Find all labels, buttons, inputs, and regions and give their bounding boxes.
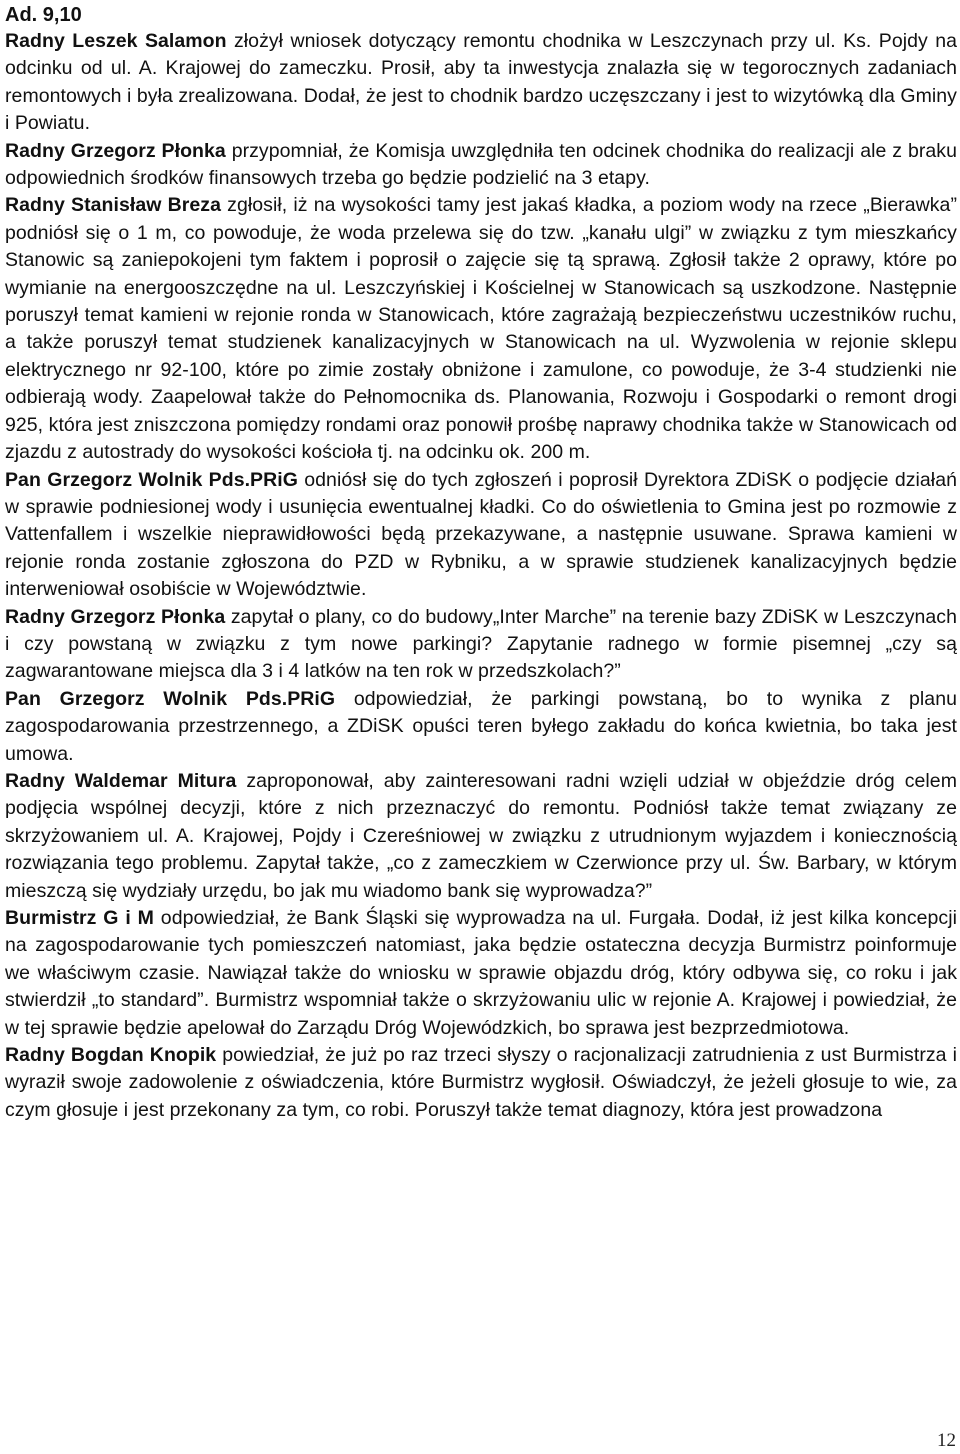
paragraph xyxy=(5,604,957,686)
paragraph xyxy=(5,192,957,466)
paragraph xyxy=(5,467,957,604)
section-heading: Ad. 9,10 xyxy=(5,4,82,26)
speaker-name: Radny Leszek Salamon xyxy=(5,30,227,52)
minutes-body xyxy=(5,28,957,1124)
paragraph-text: zaproponował, aby zainteresowani radni wzięli udział w objeździe dróg celem podjęcia wspólnej decyzji, które z nich przeznaczyć do remontu. Podniósł także temat związany ze skrzyżowaniem ul. A. Krajowej, Pojdy i Czereśniowej w związku z utrudnionym wyjazdem i koniecznością rozwiązania tego problemu. Zapytał także, „co z zameczkiem w Czerwionce przy ul. Św. Barbary, w którym mieszczą się wydziały urzędu, bo jak mu wiadomo bank się wyprowadza?” xyxy=(5,769,957,902)
paragraph xyxy=(5,138,957,193)
speaker-name: Radny Waldemar Mitura xyxy=(5,769,237,792)
paragraph-text: odpowiedział, że parkingi powstaną, bo to wynika z planu zagospodarowania przestrzennego, a ZDiSK opuści teren byłego zakładu do końca kwietnia, bo taka jest umowa. xyxy=(5,687,957,765)
speaker-name: Radny Bogdan Knopik xyxy=(5,1044,217,1067)
speaker-name: Radny Grzegorz Płonka xyxy=(5,139,226,162)
paragraph-text: zgłosił, iż na wysokości tamy jest jakaś kładka, a poziom wody na rzece „Bierawka” podniósł się o 1 m, co powoduje, że woda przelewa się do tzw. „kanału ulgi” w związku z tym mieszkańcy Stanowic są zaniepokojeni tym faktem i poprosił o zajęcie się tą sprawą. Zgłosił także 2 oprawy, które po wymianie na energooszczędne na ul. Leszczyńskiej i Kościelnej w Stanowicach są uszkodzone. Następnie poruszył temat kamieni w rejonie ronda w Stanowicach, które zagrażają bezpieczeństwu uczestników ruchu, a także poruszył temat studzienek kanalizacyjnych w Stanowicach na ul. Wyzwolenia w rejonie sklepu elektrycznego nr 92-100, które po zimie zostały obniżone i zamulone, co powoduje, że 3-4 studzienki nie odbierają wody. Zaapelował także do Pełnomocnika ds. Planowania, Rozwoju i Gospodarki o remont drogi 925, która jest zniszczona pomiędzy rondami oraz ponowił prośbę naprawy chodnika także w Stanowicach od zjazdu z autostrady do wysokości kościoła tj. na odcinku ok. 200 m. xyxy=(5,194,957,464)
paragraph-text: złożył wniosek dotyczący remontu chodnika w Leszczynach przy ul. Ks. Pojdy na odcinku od ul. A. Krajowej do zameczku. Prosił, aby ta inwestycja znalazła się w tegorocznych zadaniach remontowych i była zrealizowana. Dodał, że jest to chodnik bardzo uczęszczany i jest to wizytówką dla Gminy i Powiatu. xyxy=(5,30,957,135)
paragraph-text: powiedział, że już po raz trzeci słyszy o racjonalizacji zatrudnienia z ust Burmistrza i wyraził swoje zadowolenie z oświadczenia, które Burmistrz wygłosił. Oświadczył, że jeżeli głosuje to wie, za czym głosuje i jest przekonany za tym, co robi. Poruszył także temat diagnozy, która jest prowadzona xyxy=(5,1044,957,1121)
speaker-name: Radny Stanisław Breza xyxy=(5,194,221,217)
paragraph xyxy=(5,768,957,905)
speaker-name: Burmistrz G i M xyxy=(5,907,154,929)
speaker-name: Radny Grzegorz Płonka xyxy=(5,605,226,628)
document-page xyxy=(5,2,957,1124)
speaker-name: Pan Grzegorz Wolnik Pds.PRiG xyxy=(5,468,298,491)
paragraph xyxy=(5,1042,957,1124)
paragraph xyxy=(5,28,957,138)
page-number: 12 xyxy=(937,1430,956,1451)
speaker-name: Pan Grzegorz Wolnik Pds.PRiG xyxy=(5,687,336,710)
paragraph xyxy=(5,905,957,1042)
paragraph-text: przypomniał, że Komisja uwzględniła ten odcinek chodnika do realizacji ale z braku odpowiednich środków finansowych trzeba go będzie podzielić na 3 etapy. xyxy=(5,139,957,190)
paragraph xyxy=(5,686,957,768)
paragraph-text: odpowiedział, że Bank Śląski się wyprowadza na ul. Furgała. Dodał, iż jest kilka koncepcji na zagospodarowanie tych pomieszczeń natomiast, jaka będzie ostateczna decyzja Burmistrz poinformuje we właściwym czasie. Nawiązał także do wniosku w sprawie objazdu dróg, który odbywa się, co roku i jak stwierdził „to standard”. Burmistrz wspomniał także o skrzyżowaniu ulic w rejonie A. Krajowej i powiedział, że w tej sprawie będzie apelował do Zarządu Dróg Wojewódzkich, bo sprawa jest bezprzedmiotowa. xyxy=(5,907,957,1039)
paragraph-text: zapytał o plany, co do budowy„Inter Marche” na terenie bazy ZDiSK w Leszczynach i czy powstaną w związku z tym nowe parkingi? Zapytanie radnego w formie pisemnej „czy są zagwarantowane miejsca dla 3 i 4 latków na ten rok w przedszkolach?” xyxy=(5,605,957,683)
paragraph-text: odniósł się do tych zgłoszeń i poprosił Dyrektora ZDiSK o podjęcie działań w sprawie podniesionej wody i usunięcia ewentualnej kładki. Co do oświetlenia to Gmina jest po rozmowie z Vattenfallem i wszelkie nieprawidłowości będą przekazywane, a następnie usuwane. Sprawa kamieni w rejonie ronda zostanie zgłoszona do PZD w Rybniku, a w sprawie studzienek kanalizacyjnych będzie interweniował osobiście w Województwie. xyxy=(5,468,957,601)
